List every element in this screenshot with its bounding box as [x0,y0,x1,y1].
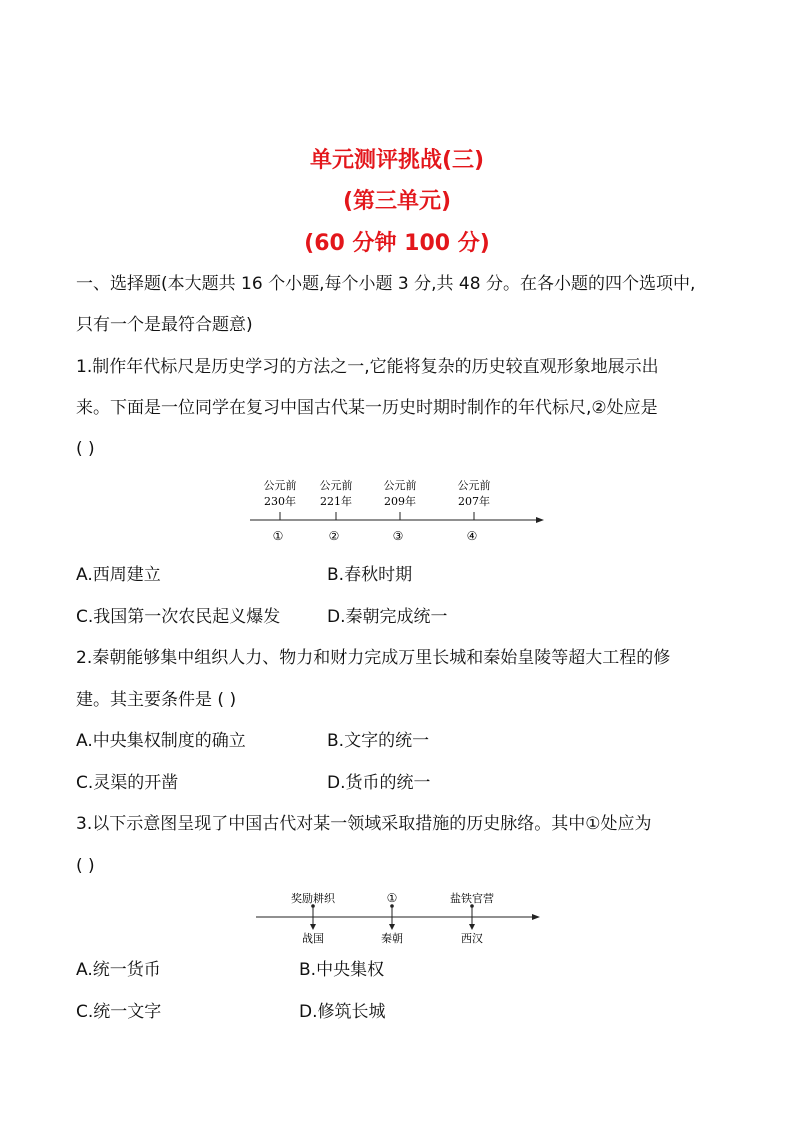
page-title: 单元测评挑战(三) [309,148,485,173]
q2-option-a[interactable]: A.中央集权制度的确立 [76,731,246,751]
q3-answer-paren: ( ) [76,856,95,876]
q2-option-d[interactable]: D.货币的统一 [327,773,431,793]
q1-answer-paren: ( ) [76,439,95,459]
q1-timeline-figure [248,474,548,549]
q1-tick-3-top: 公元前 [383,479,417,492]
q1-tick-3 [384,478,417,543]
q1-tick-4-top: 公元前 [457,479,491,492]
q1-stem-line2: 来。下面是一位同学在复习中国古代某一历史时期时制作的年代标尺,②处应是 [76,398,658,418]
q1-tick-2-mark: ② [328,529,340,543]
q1-tick-1 [264,478,297,543]
q3-point-2 [381,891,403,945]
q1-tick-2 [320,478,353,543]
q1-tick-4 [458,478,491,543]
q1-option-c[interactable]: C.我国第一次农民起义爆发 [76,607,281,627]
q1-timeline-arrow [536,517,544,523]
q1-tick-1-top: 公元前 [263,479,297,492]
q1-tick-3-mark: ③ [392,529,404,543]
q3-option-c[interactable]: C.统一文字 [76,1002,162,1022]
q3-stem-line1: 3.以下示意图呈现了中国古代对某一领域采取措施的历史脉络。其中①处应为 [76,814,652,834]
q2-stem-line1: 2.秦朝能够集中组织人力、物力和财力完成万里长城和秦始皇陵等超大工程的修 [76,648,671,668]
q2-option-b[interactable]: B.文字的统一 [327,731,430,751]
q3-timeline-arrow [532,914,540,920]
q3-timeline-figure [254,886,544,946]
q3-point-1-top: 奖励耕织 [291,892,335,905]
q2-stem-line2: 建。其主要条件是 ( ) [76,690,237,710]
q1-option-b[interactable]: B.春秋时期 [327,565,413,585]
q1-tick-2-top: 公元前 [319,479,353,492]
section-intro-line1: 一、选择题(本大题共 16 个小题,每个小题 3 分,共 48 分。在各小题的四个选项中, [76,274,696,294]
q3-point-2-bottom: 秦朝 [381,932,403,945]
q3-point-3-bottom: 西汉 [461,932,483,945]
q1-tick-1-year: 230年 [264,495,296,508]
section-intro-line2: 只有一个是最符合题意) [76,315,253,335]
q1-tick-4-mark: ④ [466,529,478,543]
q1-tick-4-year: 207年 [458,495,490,508]
q3-option-d[interactable]: D.修筑长城 [299,1002,386,1022]
time-score: (60 分钟 100 分) [304,231,490,256]
q2-option-c[interactable]: C.灵渠的开凿 [76,773,179,793]
q1-tick-2-year: 221年 [320,495,352,508]
q3-point-1 [291,891,336,945]
q3-option-a[interactable]: A.统一货币 [76,960,161,980]
q1-option-d[interactable]: D.秦朝完成统一 [327,607,448,627]
q3-point-1-bottom: 战国 [302,932,324,945]
q3-point-3 [450,891,494,945]
page-subtitle: (第三单元) [342,189,452,214]
q1-option-a[interactable]: A.西周建立 [76,565,161,585]
q1-stem-line1: 1.制作年代标尺是历史学习的方法之一,它能将复杂的历史较直观形象地展示出 [76,357,659,377]
q3-point-3-top: 盐铁官营 [450,892,494,905]
q1-tick-1-mark: ① [272,529,284,543]
q1-tick-3-year: 209年 [384,495,416,508]
q3-point-2-top: ① [386,891,398,905]
q3-option-b[interactable]: B.中央集权 [299,960,385,980]
